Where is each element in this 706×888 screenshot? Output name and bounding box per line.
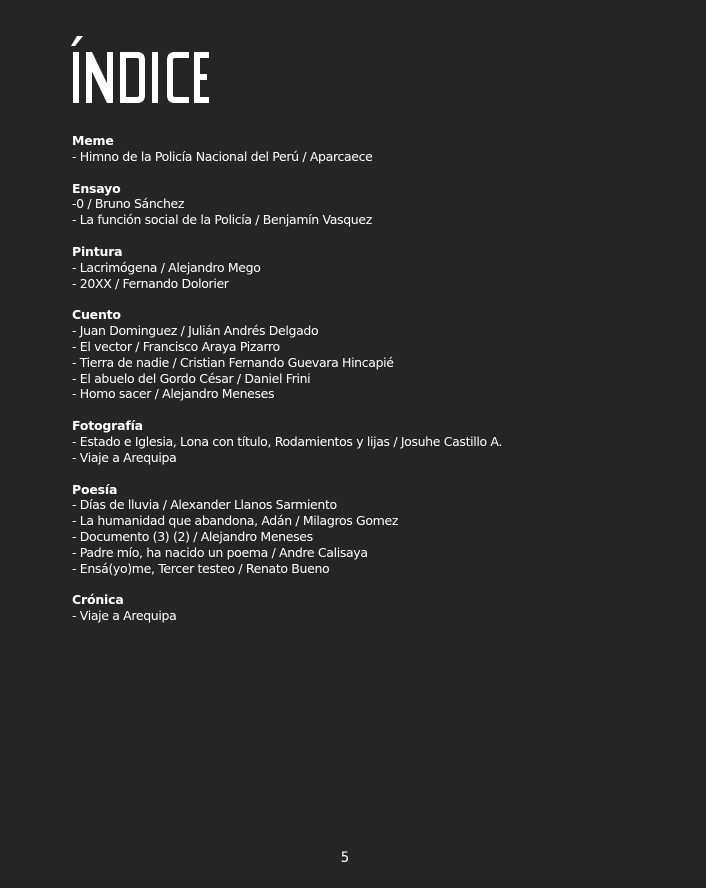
section-heading: Crónica <box>72 592 124 608</box>
section-ensayo <box>72 181 672 228</box>
toc-entry: - Homo sacer / Alejandro Meneses <box>72 386 275 402</box>
section-fotografia <box>72 418 672 465</box>
table-of-contents <box>72 133 672 640</box>
toc-entry: - 20XX / Fernando Dolorier <box>72 275 229 291</box>
toc-entry: - La función social de la Policía / Benjamín Vasquez <box>72 212 372 228</box>
section-pintura <box>72 244 672 291</box>
toc-entry: - La humanidad que abandona, Adán / Milagros Gomez <box>72 513 399 529</box>
toc-entry: - Tierra de nadie / Cristian Fernando Guevara Hincapié <box>72 354 394 370</box>
toc-entry: -0 / Bruno Sánchez <box>72 196 185 212</box>
toc-entry: - Días de lluvia / Alexander Llanos Sarmiento <box>72 497 337 513</box>
section-heading: Fotografía <box>72 418 143 434</box>
toc-entry: - Himno de la Policía Nacional del Perú / Aparcaece <box>72 148 373 164</box>
toc-entry: - Lacrimógena / Alejandro Mego <box>72 259 261 275</box>
section-heading: Poesía <box>72 481 118 497</box>
section-heading: Cuento <box>72 307 121 323</box>
toc-entry: - Viaje a Arequipa <box>72 449 177 465</box>
section-cuento <box>72 307 672 402</box>
toc-entry: - Juan Dominguez / Julián Andrés Delgado <box>72 323 319 339</box>
toc-entry: - Estado e Iglesia, Lona con título, Rodamientos y lijas / Josuhe Castillo A. <box>72 433 503 449</box>
section-cronica <box>72 592 672 624</box>
section-poesia <box>72 482 672 577</box>
toc-entry: - Documento (3) (2) / Alejandro Meneses <box>72 528 313 544</box>
page-number: 5 <box>340 850 350 866</box>
section-heading: Pintura <box>72 243 123 259</box>
section-meme <box>72 133 672 165</box>
toc-entry: - Viaje a Arequipa <box>72 608 177 624</box>
page-title-lettering <box>71 36 211 106</box>
section-heading: Ensayo <box>72 180 121 196</box>
toc-entry: - El vector / Francisco Araya Pizarro <box>72 338 280 354</box>
toc-entry: - El abuelo del Gordo César / Daniel Frini <box>72 370 311 386</box>
toc-entry: - Ensá(yo)me, Tercer testeo / Renato Bueno <box>72 560 330 576</box>
page-title <box>71 36 211 106</box>
section-heading: Meme <box>72 133 114 148</box>
toc-entry: - Padre mío, ha nacido un poema / Andre Calisaya <box>72 544 368 560</box>
